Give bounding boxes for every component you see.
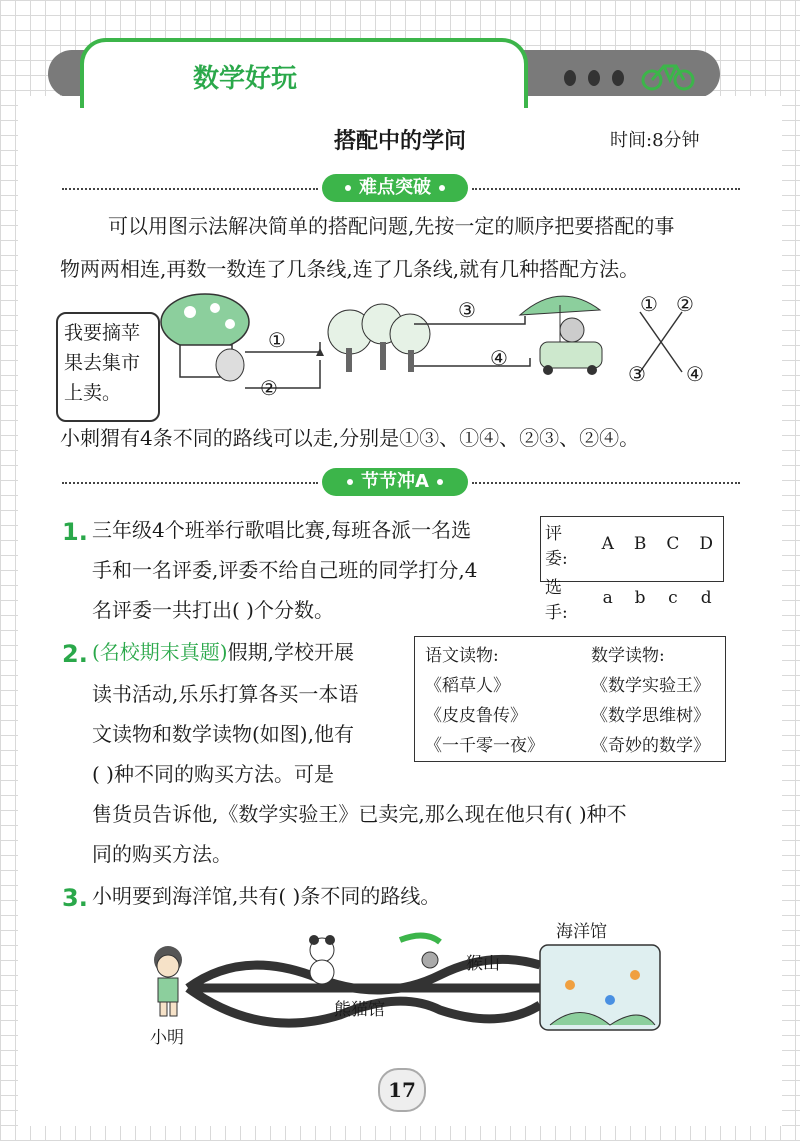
divider: [472, 482, 740, 484]
table-cell: b: [634, 588, 646, 608]
banner-title: 数学好玩: [192, 64, 297, 94]
banner-dot: [564, 70, 576, 86]
route-label-3: ③: [458, 298, 476, 322]
page-title: 搭配中的学问: [333, 129, 466, 154]
q1-line: 手和一名评委,评委不给自己班的同学打分,4: [92, 558, 478, 582]
label-ocean-hall: 海洋馆: [556, 922, 607, 942]
table-cell: c: [668, 588, 678, 608]
q2-first-line: [92, 638, 354, 666]
q2-line: 读书活动,乐乐打算各买一本语: [92, 682, 359, 706]
q2-tag: (名校期末真题): [92, 640, 228, 664]
page-number: 17: [378, 1068, 426, 1112]
bubble-line: 果去集市: [64, 352, 141, 374]
speech-bubble: [56, 312, 160, 422]
q2-line: ( )种不同的购买方法。可是: [92, 762, 334, 786]
book-item: 《稻草人》: [425, 676, 510, 696]
label-monkey-hill: 猴山: [466, 954, 500, 974]
section-label: 节节冲A: [322, 468, 468, 496]
match-node-1: ①: [640, 292, 658, 316]
table-cell: d: [700, 588, 712, 608]
q2-book-table: [414, 636, 726, 762]
intro-line-2: 物两两相连,再数一数连了几条线,连了几条线,就有几种搭配方法。: [60, 257, 640, 281]
book-item: 《数学实验王》: [591, 676, 710, 696]
table-cell: A: [601, 534, 614, 554]
time-limit: 时间:8分钟: [610, 130, 700, 151]
bubble-line: 我要摘苹: [64, 322, 141, 344]
q2-line: 文读物和数学读物(如图),他有: [92, 722, 354, 746]
divider: [472, 188, 740, 190]
map-illustration: [140, 930, 680, 1040]
route-label-1: ①: [268, 328, 286, 352]
match-node-4: ④: [686, 362, 704, 386]
table-label: 选手:: [545, 578, 568, 623]
q2-line: 售货员告诉他,《数学实验王》已卖完,那么现在他只有( )种不: [92, 802, 627, 826]
match-node-2: ②: [676, 292, 694, 316]
label-start: 小明: [150, 1028, 184, 1048]
q2-line: 同的购买方法。: [92, 842, 232, 866]
divider: [62, 482, 318, 484]
book-item: 《数学思维树》: [591, 706, 710, 726]
q2-first-text: 假期,学校开展: [227, 640, 354, 664]
table-cell: D: [699, 534, 713, 554]
label-panda-house: 熊猫馆: [334, 1000, 385, 1020]
q1-line: 三年级4个班举行歌唱比赛,每班各派一名选: [92, 518, 472, 542]
math-header: 数学读物:: [591, 646, 665, 666]
table-cell: C: [666, 534, 680, 554]
divider: [62, 188, 318, 190]
intro-line-1: 可以用图示法解决简单的搭配问题,先按一定的顺序把要搭配的事: [108, 214, 675, 238]
table-cell: a: [602, 588, 613, 608]
bicycle-icon: [640, 56, 696, 92]
section-label: 难点突破: [322, 174, 468, 202]
route-label-2: ②: [260, 376, 278, 400]
question-number: 3.: [62, 884, 88, 912]
book-item: 《一千零一夜》: [425, 736, 544, 756]
chinese-books: [425, 641, 544, 761]
question-number: 2.: [62, 640, 88, 668]
book-item: 《皮皮鲁传》: [425, 706, 527, 726]
q3-text: 小明要到海洋馆,共有( )条不同的路线。: [92, 884, 441, 908]
match-node-3: ③: [628, 362, 646, 386]
banner-dot: [588, 70, 600, 86]
book-item: 《奇妙的数学》: [591, 736, 710, 756]
table-cell: B: [633, 534, 647, 554]
chinese-header: 语文读物:: [425, 646, 499, 666]
conclusion: 小刺猬有4条不同的路线可以走,分别是①③、①④、②③、②④。: [60, 426, 640, 450]
banner-dot: [612, 70, 624, 86]
q1-table: [540, 516, 724, 623]
bubble-line: 上卖。: [64, 382, 122, 404]
question-number: 1.: [62, 518, 88, 546]
table-label: 评委:: [545, 524, 568, 569]
math-books: [591, 641, 710, 761]
q1-line: 名评委一共打出( )个分数。: [92, 598, 334, 622]
route-label-4: ④: [490, 346, 508, 370]
